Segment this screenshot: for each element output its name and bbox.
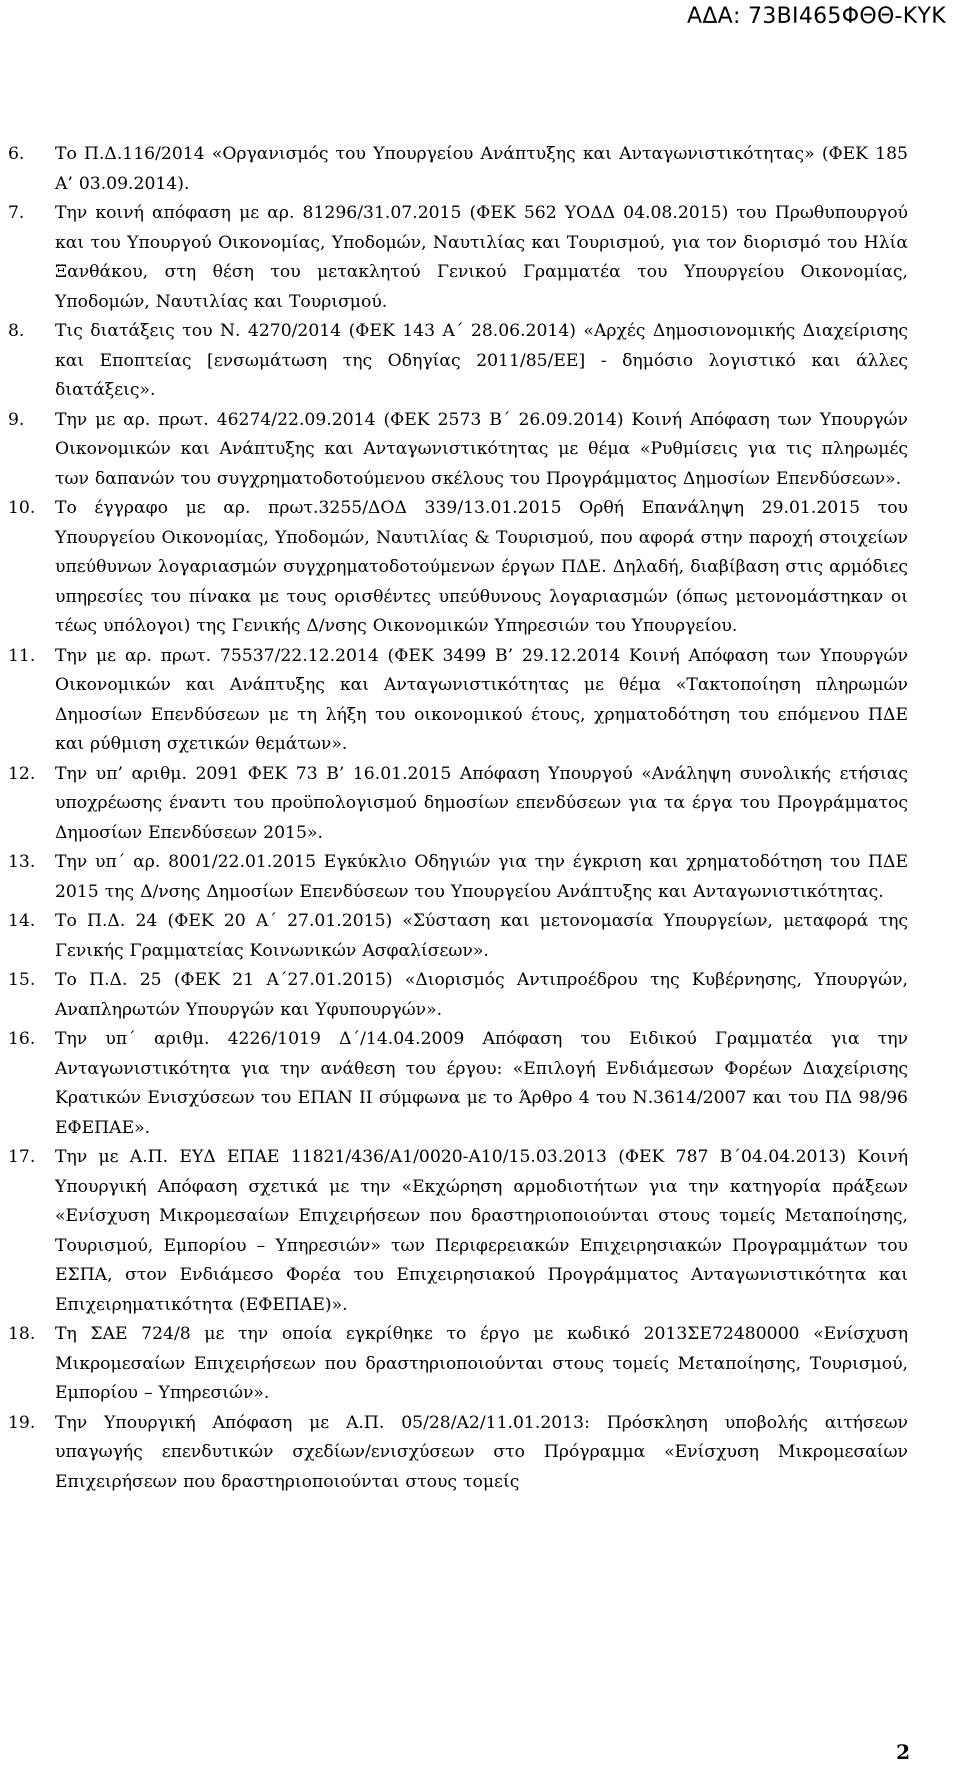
item-text: Την κοινή απόφαση με αρ. 81296/31.07.2015 (ΦΕΚ 562 ΥΟΔΔ 04.08.2015) του Πρωθυπουργού και του Υπουργού Οικονομίας, Υποδομών, Ναυτιλίας και Τουρισμού, για τον διορισμό του Ηλία Ξανθάκου, στη θέση του μετακλητού Γενικού Γραμματέα του Υπουργείου Οικονομίας, Υποδομών, Ναυτιλίας και Τουρισμού. xyxy=(55,203,908,312)
list-item xyxy=(8,642,908,760)
item-text: Το Π.Δ.116/2014 «Οργανισμός του Υπουργείου Ανάπτυξης και Ανταγωνιστικότητας» (ΦΕΚ 185 Α’ 03.09.2014). xyxy=(55,144,908,194)
item-text: Την υπ’ αριθμ. 2091 ΦΕΚ 73 Β’ 16.01.2015 Απόφαση Υπουργού «Ανάληψη συνολικής ετήσιας υποχρέωσης έναντι του προϋπολογισμού δημοσίων επενδύσεων για τα έργα του Προγράμματος Δημοσίων Επενδύσεων 2015». xyxy=(55,763,908,843)
item-number: 9. xyxy=(8,409,25,430)
list-item xyxy=(8,760,908,849)
list-item xyxy=(8,494,908,642)
item-text: Την με αρ. πρωτ. 46274/22.09.2014 (ΦΕΚ 2573 Β΄ 26.09.2014) Κοινή Απόφαση των Υπουργών Οικονομικών και Ανάπτυξης και Ανταγωνιστικότητας με θέμα «Ρυθμίσεις για τις πληρωμές των δαπανών του συγχρηματοδοτούμενου σκέλους του Προγράμματος Δημοσίων Επενδύσεων». xyxy=(55,409,908,489)
list-item xyxy=(8,406,908,495)
list-item xyxy=(8,1025,908,1143)
item-text: Το Π.Δ. 25 (ΦΕΚ 21 Α΄27.01.2015) «Διορισμός Αντιπροέδρου της Κυβέρνησης, Υπουργών, Αναπληρωτών Υπουργών και Υφυπουργών». xyxy=(55,970,908,1020)
item-text: Την με αρ. πρωτ. 75537/22.12.2014 (ΦΕΚ 3499 Β’ 29.12.2014 Κοινή Απόφαση των Υπουργών Οικονομικών και Ανάπτυξης και Ανταγωνιστικότητας με θέμα «Τακτοποίηση πληρωμών Δημοσίων Επενδύσεων με τη λήξη του οικονομικού έτους, χρηματοδότηση του επόμενου ΠΔΕ και ρύθμιση σχετικών θεμάτων». xyxy=(55,645,908,754)
list-item xyxy=(8,1320,908,1409)
page-number: 2 xyxy=(896,1740,910,1764)
item-text: Το έγγραφο με αρ. πρωτ.3255/ΔΟΔ 339/13.01.2015 Ορθή Επανάληψη 29.01.2015 του Υπουργείου Οικονομίας, Υποδομών, Ναυτιλίας & Τουρισμού, που αφορά στην παροχή στοιχείων υπεύθυνων λογαριασμών συγχρηματοδοτούμενων έργων ΠΔΕ. Δηλαδή, διαβίβαση στις αρμόδιες υπηρεσίες του πίνακα με τους ορισθέντες υπεύθυνους λογαριασμών (όπως μετονομάστηκαν οι τέως υπόλογοι) της Γενικής Δ/νσης Οικονομικών Υπηρεσιών του Υπουργείου. xyxy=(55,498,908,636)
ada-header: ΑΔΑ: 73ΒΙ465ΦΘΘ-ΚΥΚ xyxy=(686,4,946,29)
item-number: 6. xyxy=(8,144,25,164)
list-item xyxy=(8,907,908,966)
item-text: Την με Α.Π. ΕΥΔ ΕΠΑΕ 11821/436/Α1/0020-Α10/15.03.2013 (ΦΕΚ 787 Β΄04.04.2013) Κοινή Υπουργική Απόφαση σχετικά με την «Εκχώρηση αρμοδιοτήτων για την κατηγορία πράξεων «Ενίσχυση Μικρομεσαίων Επιχειρήσεων που δραστηριοποιούνται στους τομείς Μεταποίησης, Τουρισμού, Εμπορίου – Υπηρεσιών» των Περιφερειακών Επιχειρησιακών Προγραμμάτων του ΕΣΠΑ, στον Ενδιάμεσο Φορέα του Επιχειρησιακού Προγράμματος Ανταγωνιστικότητα και Επιχειρηματικότητα (ΕΦΕΠΑΕ)». xyxy=(55,1147,908,1315)
item-number: 15. xyxy=(8,970,36,990)
item-number: 11. xyxy=(8,645,36,666)
list-item xyxy=(8,848,908,907)
item-text: Τη ΣΑΕ 724/8 με την οποία εγκρίθηκε το έργο με κωδικό 2013ΣΕ72480000 «Ενίσχυση Μικρομεσαίων Επιχειρήσεων που δραστηριοποιούνται στους τομείς Μεταποίησης, Τουρισμού, Εμπορίου – Υπηρεσιών». xyxy=(55,1324,908,1403)
list-item xyxy=(8,1409,908,1498)
item-number: 10. xyxy=(8,498,36,518)
list-item xyxy=(8,199,908,317)
item-number: 12. xyxy=(8,763,36,784)
item-number: 17. xyxy=(8,1147,36,1167)
list-item xyxy=(8,1143,908,1320)
item-number: 13. xyxy=(8,852,36,872)
item-text: Την υπ΄ αρ. 8001/22.01.2015 Εγκύκλιο Οδηγιών για την έγκριση και χρηματοδότηση του ΠΔΕ 2015 της Δ/νσης Δημοσίων Επενδύσεων του Υπουργείου Ανάπτυξης και Ανταγωνιστικότητας. xyxy=(55,852,908,902)
item-text: Την υπ΄ αριθμ. 4226/1019 Δ΄/14.04.2009 Απόφαση του Ειδικού Γραμματέα για την Ανταγωνιστικότητα για την ανάθεση του έργου: «Επιλογή Ενδιάμεσων Φορέων Διαχείρισης Κρατικών Ενισχύσεων του ΕΠΑΝ ΙΙ σύμφωνα με το Άρθρο 4 του Ν.3614/2007 και του ΠΔ 98/96 ΕΦΕΠΑΕ». xyxy=(55,1029,908,1138)
item-number: 16. xyxy=(8,1029,36,1049)
item-text: Την Υπουργική Απόφαση με Α.Π. 05/28/Α2/11.01.2013: Πρόσκληση υποβολής αιτήσεων υπαγωγής επενδυτικών σχεδίων/ενισχύσεων στο Πρόγραμμα «Ενίσχυση Μικρομεσαίων Επιχειρήσεων που δραστηριοποιούνται στους τομείς xyxy=(55,1412,908,1492)
list-item xyxy=(8,140,908,199)
item-number: 8. xyxy=(8,321,25,341)
list-item xyxy=(8,317,908,406)
item-number: 19. xyxy=(8,1412,36,1433)
item-text: Το Π.Δ. 24 (ΦΕΚ 20 Α΄ 27.01.2015) «Σύσταση και μετονομασία Υπουργείων, μεταφορά της Γενικής Γραμματείας Κοινωνικών Ασφαλίσεων». xyxy=(55,911,908,961)
item-number: 18. xyxy=(8,1324,36,1344)
list-item xyxy=(8,966,908,1025)
legal-references-list xyxy=(8,140,908,1497)
item-number: 14. xyxy=(8,911,36,931)
item-number: 7. xyxy=(8,203,25,223)
item-text: Τις διατάξεις του Ν. 4270/2014 (ΦΕΚ 143 Α΄ 28.06.2014) «Αρχές Δημοσιονομικής Διαχείρισης και Εποπτείας [ενσωμάτωση της Οδηγίας 2011/85/ΕΕ] - δημόσιο λογιστικό και άλλες διατάξεις». xyxy=(55,321,908,400)
